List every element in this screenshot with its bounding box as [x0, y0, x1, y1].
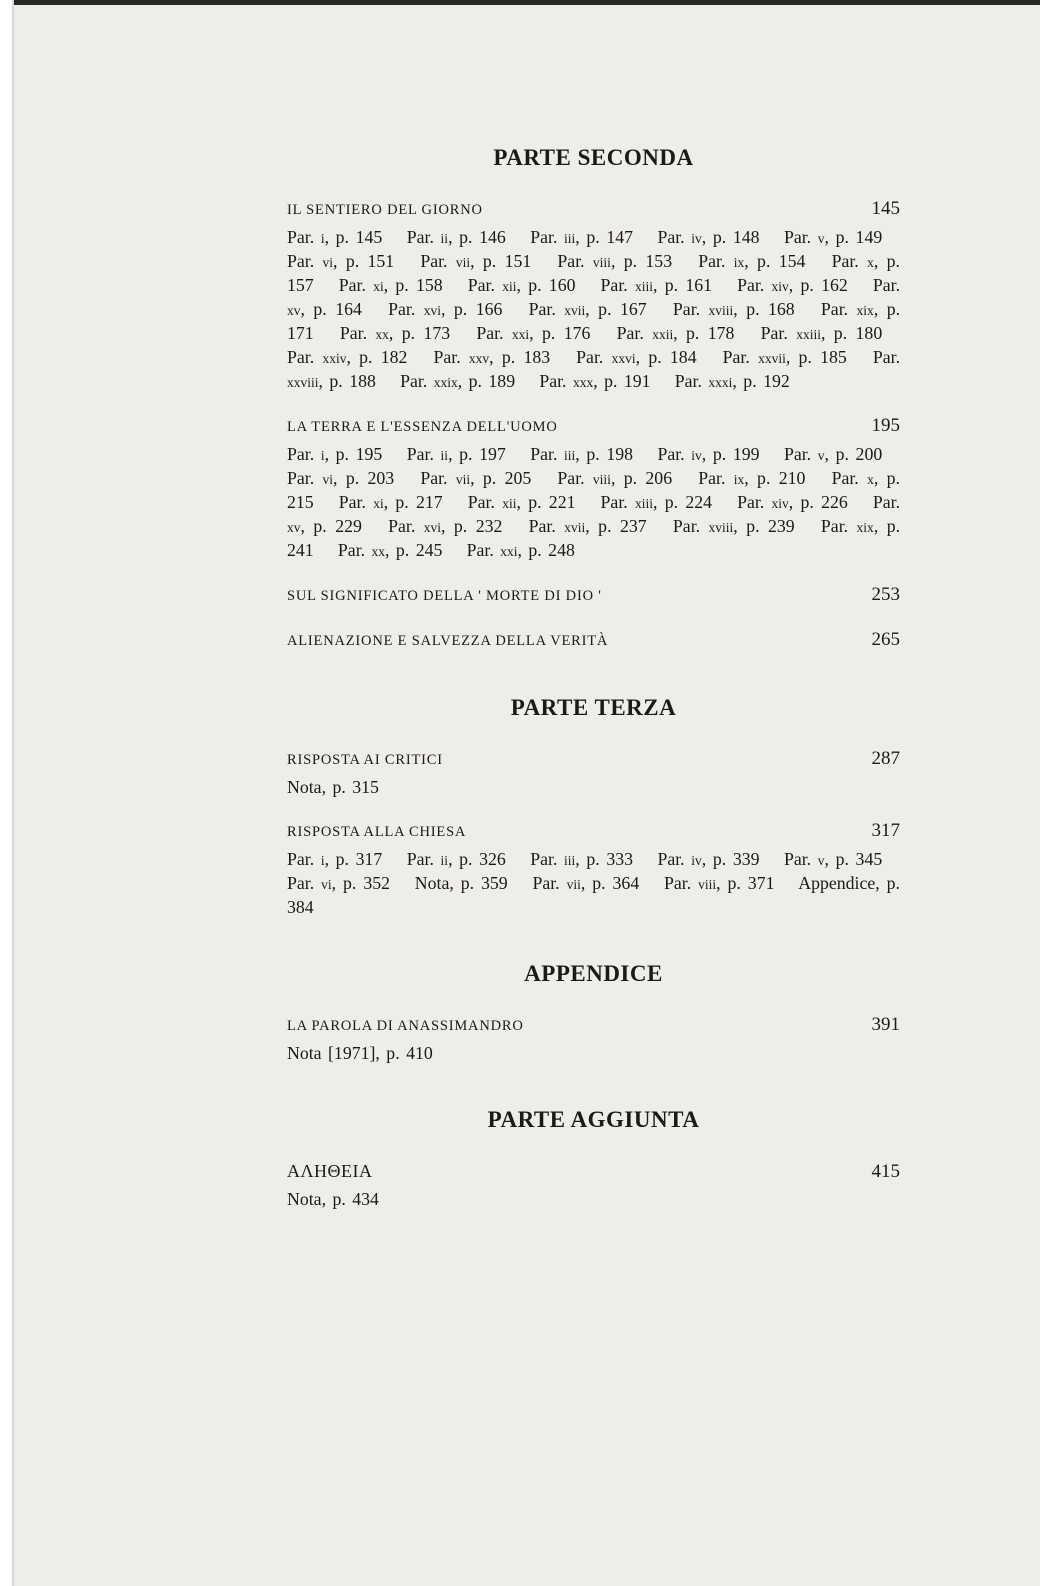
section-spacer: [287, 989, 900, 1013]
subsection-ref[interactable]: Par. v, p. 149: [783, 227, 883, 247]
subsection-ref[interactable]: Par. xviii, p. 239: [672, 516, 795, 536]
subsection-ref[interactable]: Par. ii, p. 197: [406, 444, 506, 464]
subsection-ref[interactable]: Par. vii, p. 364: [532, 873, 640, 893]
subsection-ref[interactable]: Par. xxvii, p. 185: [722, 347, 847, 367]
part-spacer: [287, 653, 900, 693]
subsection-ref[interactable]: Par. xii, p. 221: [467, 492, 576, 512]
subsection-ref[interactable]: Par. xvii, p. 237: [528, 516, 647, 536]
subsection-ref[interactable]: Par. iii, p. 198: [530, 444, 634, 464]
subsection-ref[interactable]: Par. vii, p. 205: [420, 468, 532, 488]
toc-entry-title: ΑΛΗΘΕΙΑ: [287, 1161, 373, 1181]
subsection-ref[interactable]: Par. xi, p. 158: [338, 275, 443, 295]
subsection-ref[interactable]: Par. xi, p. 217: [338, 492, 443, 512]
subsection-ref[interactable]: Appendice, p. 384: [287, 873, 901, 917]
subsection-ref[interactable]: Par. xviii, p. 168: [672, 299, 795, 319]
subsection-list: [287, 848, 900, 919]
subsection-ref[interactable]: Par. iv, p. 199: [657, 444, 760, 464]
table-of-contents: [287, 143, 900, 1211]
section-spacer: [287, 799, 900, 819]
section-spacer: [287, 394, 900, 414]
subsection-ref[interactable]: Nota, p. 434: [287, 1189, 379, 1209]
subsection-ref[interactable]: Par. xvii, p. 167: [528, 299, 647, 319]
part-title: PARTE SECONDA: [493, 145, 694, 170]
toc-entry-title: LA PAROLA DI ANASSIMANDRO: [287, 1018, 524, 1034]
subsection-ref[interactable]: Par. ii, p. 146: [406, 227, 506, 247]
subsection-ref[interactable]: Par. i, p. 145: [287, 227, 383, 247]
subsection-ref[interactable]: Nota, p. 359: [414, 873, 508, 893]
subsection-list: [287, 1042, 900, 1065]
toc-entry[interactable]: [287, 583, 900, 608]
subsection-ref[interactable]: Par. xiii, p. 224: [600, 492, 713, 512]
subsection-ref[interactable]: Par. iii, p. 147: [530, 227, 634, 247]
part-title: PARTE AGGIUNTA: [487, 1107, 700, 1132]
subsection-ref[interactable]: Par. ix, p. 154: [698, 251, 806, 271]
subsection-ref[interactable]: Par. xxi, p. 248: [466, 540, 575, 560]
subsection-ref[interactable]: Par. xxvi, p. 184: [576, 347, 697, 367]
subsection-ref[interactable]: Par. xxxi, p. 192: [674, 371, 790, 391]
toc-entry-title: ALIENAZIONE E SALVEZZA DELLA VERITÀ: [287, 633, 609, 649]
subsection-ref[interactable]: Par. xxviii, p. 188: [287, 347, 901, 391]
subsection-ref[interactable]: Par. vii, p. 151: [420, 251, 532, 271]
section-spacer: [287, 608, 900, 628]
subsection-ref[interactable]: Par. xxx, p. 191: [539, 371, 651, 391]
subsection-ref[interactable]: Par. xix, p. 171: [287, 299, 901, 343]
subsection-ref[interactable]: Par. xxii, p. 178: [616, 323, 735, 343]
subsection-ref[interactable]: Par. xvi, p. 232: [388, 516, 503, 536]
toc-entry[interactable]: [287, 197, 900, 222]
subsection-ref[interactable]: Par. viii, p. 371: [663, 873, 775, 893]
toc-entry-page-number: 265: [871, 629, 900, 650]
subsection-ref[interactable]: Par. xx, p. 173: [339, 323, 451, 343]
subsection-ref[interactable]: Par. viii, p. 206: [557, 468, 673, 488]
subsection-ref[interactable]: Par. ii, p. 326: [406, 849, 506, 869]
subsection-ref[interactable]: Par. xx, p. 245: [337, 540, 443, 560]
subsection-ref[interactable]: Par. xiv, p. 162: [737, 275, 848, 295]
subsection-ref[interactable]: Par. x, p. 157: [287, 251, 900, 295]
part-spacer: [287, 919, 900, 959]
toc-entry[interactable]: [287, 628, 900, 653]
toc-entry[interactable]: [287, 1159, 900, 1184]
subsection-ref[interactable]: Par. vi, p. 352: [287, 873, 391, 893]
subsection-ref[interactable]: Par. xiii, p. 161: [600, 275, 713, 295]
toc-entry-title: RISPOSTA AI CRITICI: [287, 752, 443, 768]
subsection-list: [287, 226, 900, 394]
subsection-list: [287, 443, 900, 563]
part-spacer: [287, 1065, 900, 1105]
toc-entry-page-number: 253: [871, 584, 900, 605]
toc-entry-title: RISPOSTA ALLA CHIESA: [287, 824, 467, 840]
subsection-ref[interactable]: Par. xv, p. 164: [287, 275, 901, 319]
page-fold-line: [12, 0, 14, 1586]
subsection-ref[interactable]: Par. iv, p. 339: [657, 849, 760, 869]
subsection-ref[interactable]: Par. xiv, p. 226: [737, 492, 848, 512]
toc-entry[interactable]: [287, 747, 900, 772]
toc-entry[interactable]: [287, 819, 900, 844]
subsection-list: [287, 776, 900, 799]
part-title: PARTE TERZA: [510, 695, 677, 720]
toc-entry-title: LA TERRA E L'ESSENZA DELL'UOMO: [287, 419, 558, 435]
page-left-margin: [0, 0, 12, 1586]
subsection-ref[interactable]: Par. i, p. 317: [287, 849, 383, 869]
section-spacer: [287, 723, 900, 747]
toc-entry-title: IL SENTIERO DEL GIORNO: [287, 202, 483, 218]
subsection-ref[interactable]: Par. xxiii, p. 180: [760, 323, 883, 343]
part-title: APPENDICE: [524, 961, 663, 986]
toc-entry-page-number: 317: [871, 820, 900, 841]
toc-entry-title: SUL SIGNIFICATO DELLA ' MORTE DI DIO ': [287, 588, 602, 604]
toc-entry-page-number: 145: [871, 198, 900, 219]
subsection-ref[interactable]: Par. iii, p. 333: [530, 849, 634, 869]
section-spacer: [287, 173, 900, 197]
toc-entry-page-number: 195: [871, 415, 900, 436]
subsection-ref[interactable]: Par. xvi, p. 166: [388, 299, 503, 319]
subsection-list: [287, 1188, 900, 1211]
subsection-ref[interactable]: Par. ix, p. 210: [698, 468, 806, 488]
subsection-ref[interactable]: Par. i, p. 195: [287, 444, 383, 464]
toc-entry-page-number: 287: [871, 748, 900, 769]
subsection-ref[interactable]: Par. v, p. 345: [783, 849, 883, 869]
subsection-ref[interactable]: Par. v, p. 200: [783, 444, 883, 464]
subsection-ref[interactable]: Par. vi, p. 203: [287, 468, 395, 488]
section-spacer: [287, 1135, 900, 1159]
subsection-ref[interactable]: Par. xv, p. 229: [287, 492, 901, 536]
subsection-ref[interactable]: Par. xix, p. 241: [287, 516, 901, 560]
subsection-ref[interactable]: Par. xxiv, p. 182: [287, 347, 408, 367]
subsection-ref[interactable]: Par. vi, p. 151: [287, 251, 395, 271]
subsection-ref[interactable]: Par. xxv, p. 183: [433, 347, 551, 367]
subsection-ref[interactable]: Par. xxi, p. 176: [476, 323, 591, 343]
toc-entry[interactable]: [287, 1013, 900, 1038]
page-top-edge: [0, 0, 1040, 5]
toc-entry-page-number: 391: [871, 1014, 900, 1035]
section-spacer: [287, 563, 900, 583]
toc-entry[interactable]: [287, 414, 900, 439]
subsection-ref[interactable]: Par. viii, p. 153: [557, 251, 673, 271]
subsection-ref[interactable]: Nota [1971], p. 410: [287, 1043, 433, 1063]
subsection-ref[interactable]: Par. xii, p. 160: [467, 275, 576, 295]
subsection-ref[interactable]: Par. x, p. 215: [287, 468, 900, 512]
subsection-ref[interactable]: Nota, p. 315: [287, 777, 379, 797]
subsection-ref[interactable]: Par. iv, p. 148: [657, 227, 760, 247]
subsection-ref[interactable]: Par. xxix, p. 189: [400, 371, 516, 391]
toc-entry-page-number: 415: [871, 1161, 900, 1182]
